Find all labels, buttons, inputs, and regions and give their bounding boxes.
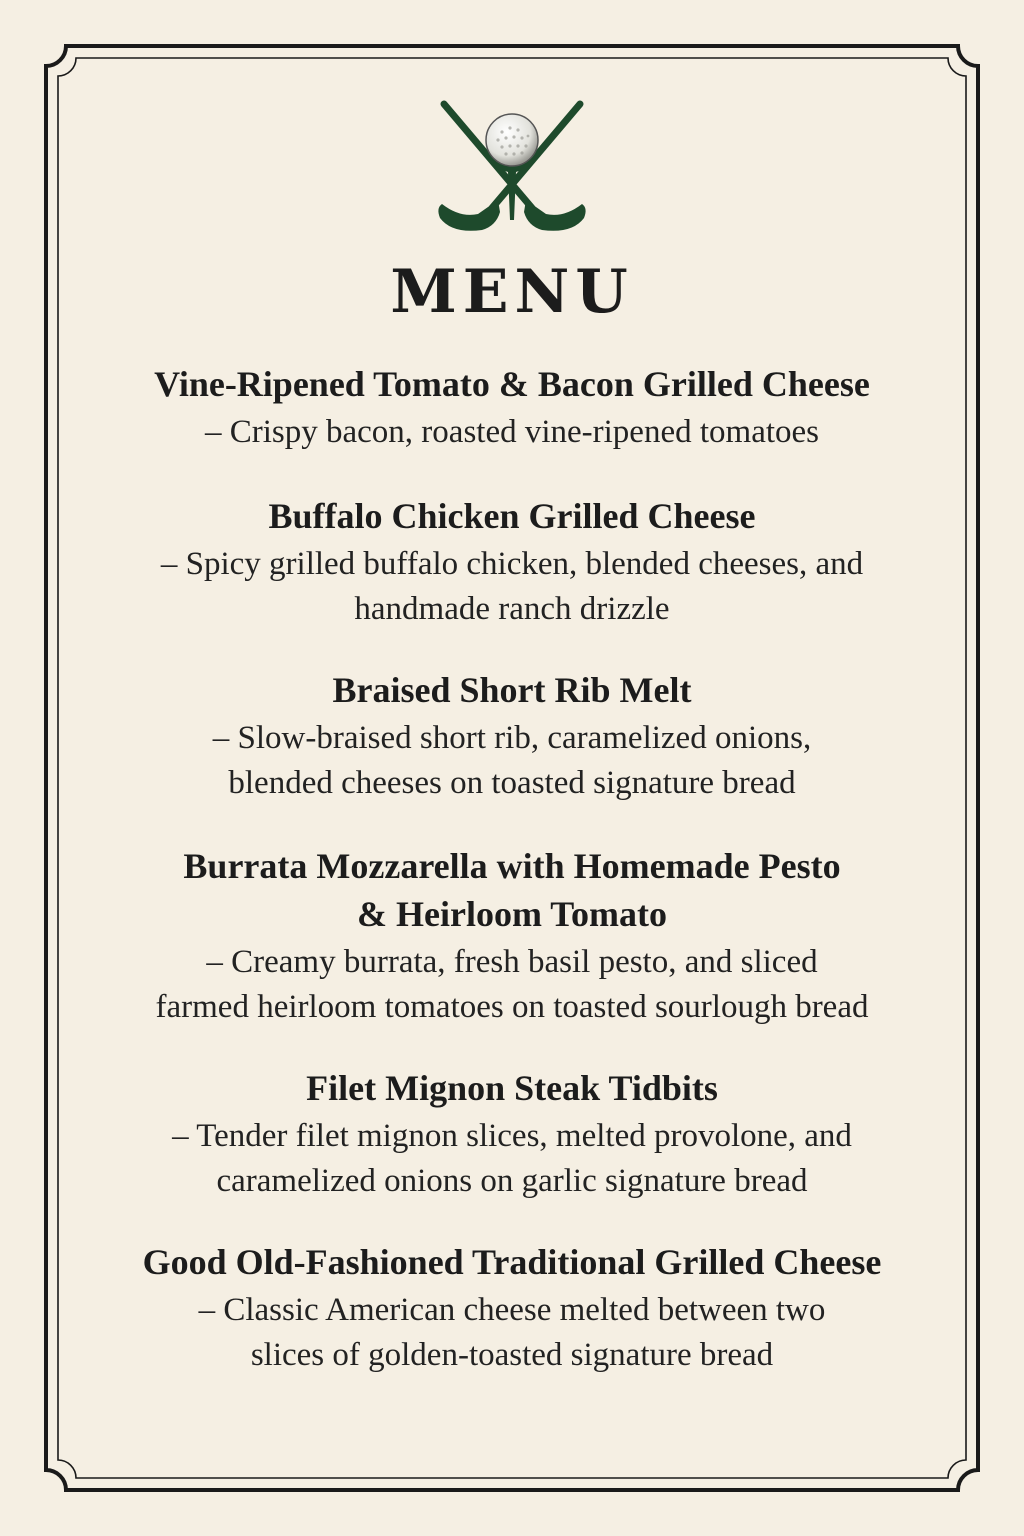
menu-item	[0, 1238, 1024, 1378]
menu-item-description: – Classic American cheese melted between two slices of golden-toasted signature bread	[198, 1292, 826, 1373]
menu-item	[0, 666, 1024, 806]
menu-title: MENU	[390, 257, 634, 327]
menu-item-name: Buffalo Chicken Grilled Cheese	[268, 496, 756, 536]
menu-item-description: – Crispy bacon, roasted vine-ripened tomatoes	[205, 414, 819, 450]
menu-item-name: Braised Short Rib Melt	[332, 670, 692, 710]
menu-item	[0, 360, 1024, 455]
menu-item	[0, 1064, 1024, 1204]
menu-item-description: – Creamy burrata, fresh basil pesto, and sliced farmed heirloom tomatoes on toasted sourlough bread	[155, 944, 869, 1025]
menu-item	[0, 492, 1024, 632]
menu-item-name: Good Old-Fashioned Traditional Grilled Cheese	[142, 1242, 882, 1282]
menu-item	[0, 842, 1024, 1030]
menu-item-description: – Slow-braised short rib, caramelized onions, blended cheeses on toasted signature bread	[212, 720, 812, 801]
menu-item-name: Burrata Mozzarella with Homemade Pesto & Heirloom Tomato	[183, 846, 841, 934]
menu-item-description: – Tender filet mignon slices, melted provolone, and caramelized onions on garlic signature bread	[172, 1118, 852, 1199]
menu-item-description: – Spicy grilled buffalo chicken, blended cheeses, and handmade ranch drizzle	[160, 546, 864, 627]
menu-item-name: Filet Mignon Steak Tidbits	[306, 1068, 718, 1108]
golf-ball	[486, 114, 538, 166]
menu-item-name: Vine-Ripened Tomato & Bacon Grilled Cheese	[154, 364, 870, 404]
golf-ball-crossed-clubs-icon	[432, 96, 592, 236]
